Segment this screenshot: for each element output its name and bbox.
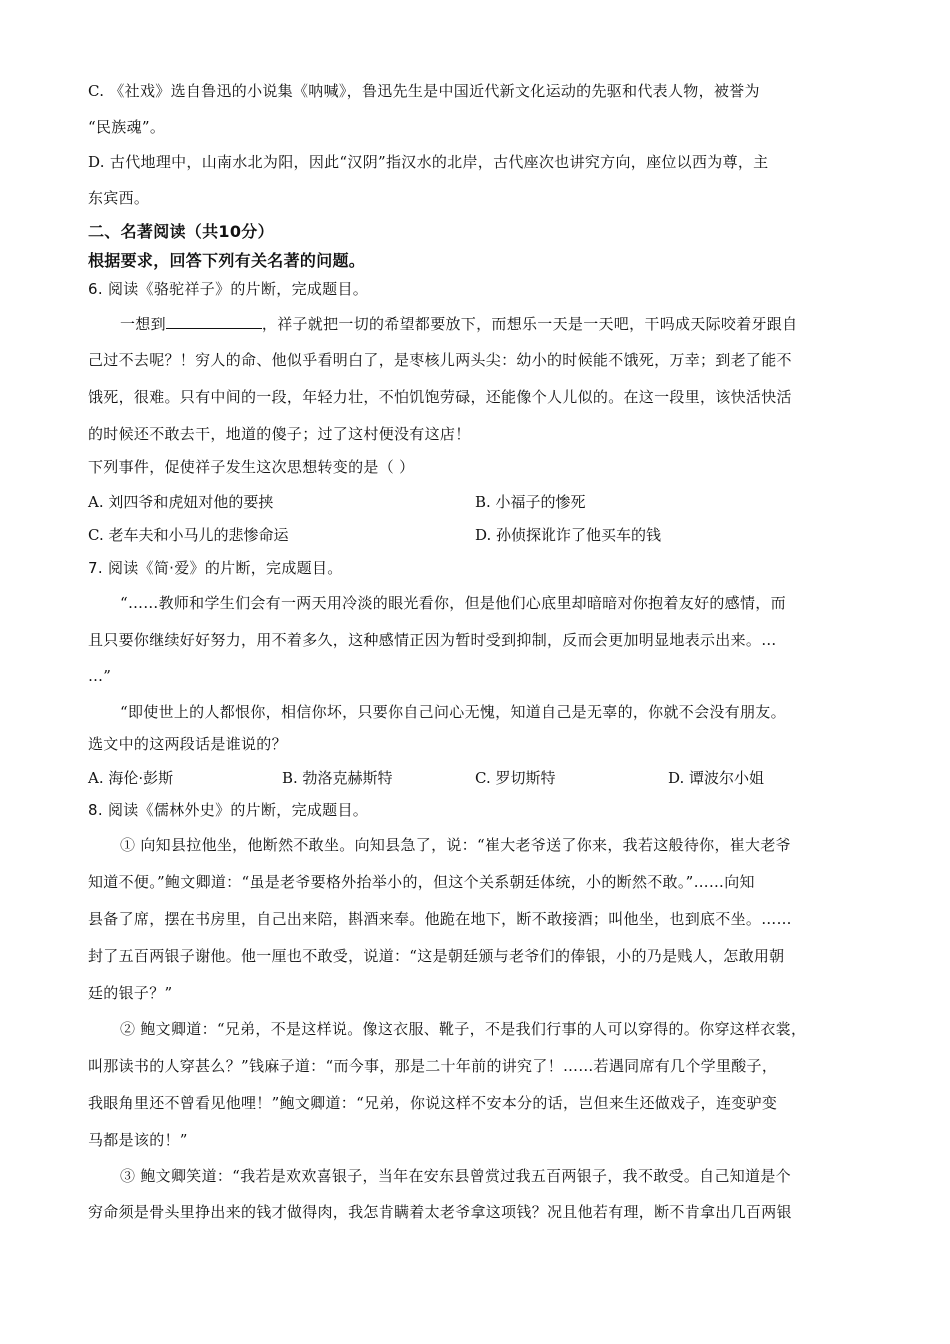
section-instruction: 根据要求，回答下列有关名著的问题。 <box>88 251 366 270</box>
q6-passage-line1 <box>120 314 868 334</box>
q7-question: 选文中的这两段话是谁说的？ <box>88 735 287 753</box>
q6-option-b: B. 小福子的惨死 <box>475 493 586 511</box>
q7-option-d: D. 谭波尔小姐 <box>668 769 765 787</box>
q8-passage3-line2: 穷命须是骨头里挣出来的钱才做得肉，我怎肯瞒着太老爷拿这项钱？况且他若有理，断不肯拿出几百两银 <box>88 1203 792 1221</box>
q7-passage1-line2: 且只要你继续好好努力，用不着多久，这种感情正因为暂时受到抑制，反而会更加明显地表示出来。… <box>88 631 777 649</box>
q6-passage-line2: 己过不去呢？！穷人的命、他似乎看明白了，是枣核儿两头尖：幼小的时候能不饿死，万幸；到老了能不 <box>88 351 792 369</box>
q6-option-d: D. 孙侦探讹诈了他买车的钱 <box>475 526 662 544</box>
q7-option-c: C. 罗切斯特 <box>475 769 556 787</box>
q7-option-a: A. 海伦·彭斯 <box>88 769 174 787</box>
q8-passage1-line3: 县备了席，摆在书房里，自己出来陪，斟酒来奉。他跪在地下，断不敢接酒；叫他坐，也到底不坐。…… <box>88 910 792 928</box>
q8-passage2-line3: 我眼角里还不曾看见他哩！”鲍文卿道：“兄弟，你说这样不安本分的话，岂但来生还做戏子，连变驴变 <box>88 1094 778 1112</box>
q7-option-b: B. 勃洛克赫斯特 <box>282 769 393 787</box>
q8-passage2-line4: 马都是该的！” <box>88 1131 188 1149</box>
q6-passage-line1-rest: ，祥子就把一切的希望都要放下，而想乐一天是一天吧，干吗成天际咬着牙跟自 <box>261 315 798 333</box>
option-d-line1: D. 古代地理中，山南水北为阳，因此“汉阴”指汉水的北岸，古代座次也讲究方向，座位以西为尊，主 <box>88 153 769 171</box>
q6-passage-line3: 饿死，很难。只有中间的一段，年轻力壮，不怕饥饱劳碌，还能像个人儿似的。在这一段里，该快活快活 <box>88 388 792 406</box>
q8-passage1-line1: ① 向知县拉他坐，他断然不敢坐。向知县急了，说：“崔大老爷送了你来，我若这般待你，崔大老爷 <box>120 836 791 854</box>
q8-passage1-line5: 廷的银子？” <box>88 984 173 1002</box>
option-d-line2: 东宾西。 <box>88 189 150 207</box>
q6-stem: 6. 阅读《骆驼祥子》的片断，完成题目。 <box>88 280 369 298</box>
fill-blank <box>166 314 262 329</box>
option-c-line1: C. 《社戏》选自鲁迅的小说集《呐喊》，鲁迅先生是中国近代新文化运动的先驱和代表人物，被誉为 <box>88 82 760 100</box>
q6-option-c: C. 老车夫和小马儿的悲惨命运 <box>88 526 289 544</box>
option-c-line2: “民族魂”。 <box>88 118 166 136</box>
q8-passage1-line2: 知道不便。”鲍文卿道：“虽是老爷要格外抬举小的，但这个关系朝廷体统，小的断然不敢。”……向知 <box>88 873 755 891</box>
q6-passage-line4: 的时候还不敢去干，地道的傻子；过了这村便没有这店！ <box>88 425 471 443</box>
q8-passage2-line2: 叫那读书的人穿甚么？”钱麻子道：“而今事，那是二十年前的讲究了！……若遇同席有几个学里酸子， <box>88 1057 778 1075</box>
q8-passage1-line4: 封了五百两银子谢他。他一厘也不敢受，说道：“这是朝廷颁与老爷们的俸银，小的乃是贱人，怎敢用朝 <box>88 947 785 965</box>
q6-option-a: A. 刘四爷和虎妞对他的要挟 <box>88 493 274 511</box>
q7-stem: 7. 阅读《简·爱》的片断，完成题目。 <box>88 559 343 577</box>
q7-passage1-line1: “……教师和学生们会有一两天用冷淡的眼光看你，但是他们心底里却暗暗对你抱着友好的感情，而 <box>120 594 786 612</box>
q7-passage2-line1: “即使世上的人都恨你，相信你坏，只要你自己问心无愧，知道自己是无辜的，你就不会没有朋友。 <box>120 703 786 721</box>
q8-passage2-line1: ② 鲍文卿道：“兄弟，不是这样说。像这衣服、靴子，不是我们行事的人可以穿得的。你穿这样衣裳， <box>120 1020 807 1038</box>
q8-passage3-line1: ③ 鲍文卿笑道：“我若是欢欢喜银子，当年在安东县曾赏过我五百两银子，我不敢受。自己知道是个 <box>120 1167 791 1185</box>
q7-passage1-line3: …” <box>88 667 112 685</box>
q6-question: 下列事件，促使祥子发生这次思想转变的是（ ） <box>88 458 415 476</box>
q8-stem: 8. 阅读《儒林外史》的片断，完成题目。 <box>88 801 369 819</box>
q6-passage-start: 一想到 <box>120 315 166 333</box>
section-heading: 二、名著阅读（共10分） <box>88 222 274 241</box>
